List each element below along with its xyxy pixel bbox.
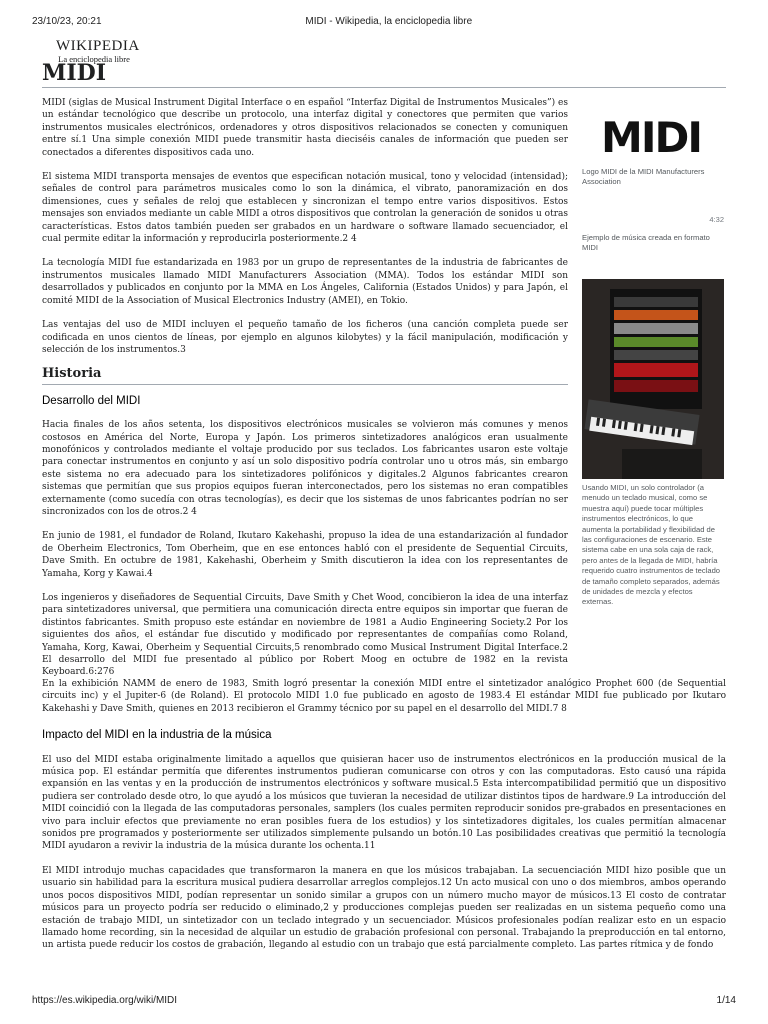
print-header bbox=[32, 16, 736, 27]
desarrollo-paragraph-3: Los ingenieros y diseñadores de Sequential Circuits, Dave Smith y Chet Wood, concibieron la idea de una interfaz para sintetizadores universal, que permitiera una comunicación directa entre equipos sin importar que fueran de distintos fabricantes. Smith propuso este estándar en noviembre de 1981 a Audio Engineering Society.2 Por los siguientes dos años, el estándar fue discutido y modificado por representantes de compañías como Roland, Yamaha, Korg, Kawai, Oberheim y Sequential Circuits,5 renombrado como Musical Instrument Digital Interface.2 El desarrollo del MIDI fue presentado al público por Robert Moog en octubre de 1982 en la revista Keyboard.6:276 bbox=[42, 593, 568, 678]
wikipedia-wordmark: WIKIPEDIA bbox=[56, 38, 140, 54]
print-footer bbox=[32, 995, 736, 1006]
audio-caption: Ejemplo de música creada en formato MIDI bbox=[582, 233, 710, 253]
print-page-number: 1/14 bbox=[716, 995, 736, 1006]
rack-keyboard-illustration bbox=[582, 279, 724, 479]
desarrollo-paragraph-1: Hacia finales de los años setenta, los dispositivos electrónicos musicales se volvieron más comunes y menos costosos en América del Norte, Europa y Japón. Los primeros sintetizadores analógicos eran usualmente monofónicos y controlados mediante el voltaje producido por sus teclados. Los fabricantes usaron este voltaje para conectar instrumentos en conjunto y así un solo dispositivo podría controlar uno u otros más, sin embargo este sistema no era adecuado para los sintetizadores polifónicos y digitales.2 Algunos fabricantes crearon sistemas que permitían que sus propios equipos fueran interconectados, pero los sistemas no eran compatibles externamente (como sucedía con otras tecnologías), es decir que los sistemas de unos fabricantes podrían no ser sincronizados con los de otros.2 4 bbox=[42, 420, 568, 517]
audio-duration: 4:32 bbox=[709, 215, 724, 224]
print-page-title: MIDI - Wikipedia, la enciclopedia libre bbox=[305, 16, 473, 27]
desarrollo-paragraph-2: En junio de 1981, el fundador de Roland, Ikutaro Kakehashi, propuso la idea de una estandarización al fundador de Oberheim Electronics, Tom Oberheim, que en ese entonces habló con el presidente de Sequential Circuits, Dave Smith. En octubre de 1981, Kakehashi, Oberheim y Smith discutieron la idea con los representantes de Yamaha, Korg y Kawai.4 bbox=[42, 531, 568, 579]
midi-setup-photo bbox=[582, 279, 724, 479]
midi-logo-image bbox=[600, 117, 702, 157]
section-heading-historia: Historia bbox=[42, 368, 568, 384]
intro-paragraph-1: MIDI (siglas de Musical Instrument Digital Interface o en español “Interfaz Digital de Instrumentos Musicales”) es un estándar tecnológico que describe un protocolo, una interfaz digital y conectores que permiten que varios instrumentos musicales electrónicos, ordenadores y otros dispositivos relacionados se conecten y comuniquen entre sí.1 Una simple conexión MIDI puede transmitir hasta dieciséis canales de información que pueden ser conectados a diferentes dispositivos cada uno. bbox=[42, 98, 568, 158]
intro-paragraph-3: La tecnología MIDI fue estandarizada en 1983 por un grupo de representantes de la industria de fabricantes de instrumentos musicales llamado MIDI Manufacturers Association (MMA). Todos los estándar MIDI son desarrollados y publicados en conjunto por la MMA en Los Ángeles, California (Estados Unidos) y para Japón, el comité MIDI de la Association of Musical Electronics Industry (AMEI), en Tokio. bbox=[42, 258, 568, 306]
page-title: MIDI bbox=[42, 60, 726, 88]
impacto-paragraph-2: El MIDI introdujo muchas capacidades que transformaron la manera en que los músicos trabajaban. La secuenciación MIDI hizo posible que un usuario sin habilidad para la escritura musical pudiera desarrollar arreglos complejos.12 Un acto musical con uno o dos miembros, ambos operando unos pocos dispositivos MIDI, podían representar un sonido similar a grupos con un número mucho mayor de músicos.13 El costo de contratar músicos para un proyecto podría ser reducido o eliminado,2 y producciones complejas pueden ser realizadas en un sistema pequeño como una estación de trabajo MIDI, un sintetizador con un teclado integrado y un secuenciador. Músicos profesionales podían realizar esto en un espacio llamado home recording, sin la necesidad de alquilar un estudio de grabación profesional con personal. Trabajando la preproducción en tal entorno, un artista puede reducir los costos de grabación, llegando al estudio con un trabajo que está parcialmente completo. Las partes rítmica y de fondo bbox=[42, 865, 726, 951]
subsection-heading-impacto: Impacto del MIDI en la industria de la música bbox=[42, 729, 272, 742]
article-body-wide bbox=[42, 678, 726, 952]
intro-paragraph-4: Las ventajas del uso de MIDI incluyen el pequeño tamaño de los ficheros (una canción completa puede ser codificada en unos cientos de líneas, por ejemplo en algunos kilobytes) y la fácil manipulación, modificación y selección de los instrumentos.3 bbox=[42, 320, 568, 355]
audio-player[interactable] bbox=[582, 215, 724, 229]
desarrollo-paragraph-4: En la exhibición NAMM de enero de 1983, Smith logró presentar la conexión MIDI entre el sintetizador analógico Prophet 600 (de Sequential circuits inc) y el Jupiter-6 (de Roland). El protocolo MIDI 1.0 fue publicado en agosto de 1983.4 El estándar MIDI fue publicado por Ikutaro Kakehashi y Dave Smith, quienes en 2013 recibieron el Grammy técnico por su papel en el desarrollo del MIDI.7 8 bbox=[42, 679, 726, 714]
photo-caption: Usando MIDI, un solo controlador (a menudo un teclado musical, como se muestra aquí) puede tocar múltiples instrumentos electrónicos, lo que aumenta la portabilidad y flexibilidad de las configuraciones de escenario. Este sistema cabe en una sola caja de rack, pero antes de la llegada de MIDI, habría requerido cuatro instrumentos de teclado de tamaño completo separados, además de unidades de mezcla y efectos externas. bbox=[582, 483, 721, 607]
midi-logo-caption: Logo MIDI de la MIDI Manufacturers Association bbox=[582, 167, 705, 187]
subsection-heading-desarrollo: Desarrollo del MIDI bbox=[42, 394, 141, 407]
print-url[interactable]: https://es.wikipedia.org/wiki/MIDI bbox=[32, 995, 178, 1006]
wikipedia-tagline: La enciclopedia libre bbox=[58, 54, 130, 64]
midi-logo-text: MIDI bbox=[601, 117, 701, 157]
impacto-paragraph-1: El uso del MIDI estaba originalmente limitado a aquellos que quisieran hacer uso de instrumentos electrónicos en la producción musical de la música pop. El estándar permitía que diferentes instrumentos pudieran comunicarse con otros y con las computadoras. Esto causó una rápida expansión en las ventas y en la producción de instrumentos electrónicos y software musical.5 Esta intercompatibilidad permitió que un dispositivo pudiera ser controlado desde otro, lo que ayudó a los músicos que tuvieran la necesidad de utilizar distintos tipos de hardware.9 La introducción del MIDI coincidió con la llegada de las computadoras personales, samplers (los cuales permiten reproducir sonidos pre-grabados en presentaciones en vivo para incluir efectos que previamente no eran posibles fuera de los estudios) y los sintetizadores digitales, los cuales permitían almacenar sonidos pre programados y posteriormente ser utilizados simplemente pulsando un botón.10 Las posibilidades creativas que permitió la tecnología MIDI ayudaron a revivir la industria de la música durante los ochenta.11 bbox=[42, 754, 726, 852]
intro-paragraph-2: El sistema MIDI transporta mensajes de eventos que especifican notación musical, tono y velocidad (intensidad); señales de control para parámetros musicales como lo son la dinámica, el vibrato, panoramización en dos dimensiones, cues y señales de reloj que establecen y sincronizan el tempo entre varios dispositivos. Estos mensajes son enviados mediante un cable MIDI a otros dispositivos que controlan la generación de sonidos u otras características. Estos datos también pueden ser grabados en un hardware o software llamado secuenciador, el cual permite editar la información y reproducirla posteriormente.2 4 bbox=[42, 172, 568, 245]
print-datetime: 23/10/23, 20:21 bbox=[32, 16, 102, 27]
